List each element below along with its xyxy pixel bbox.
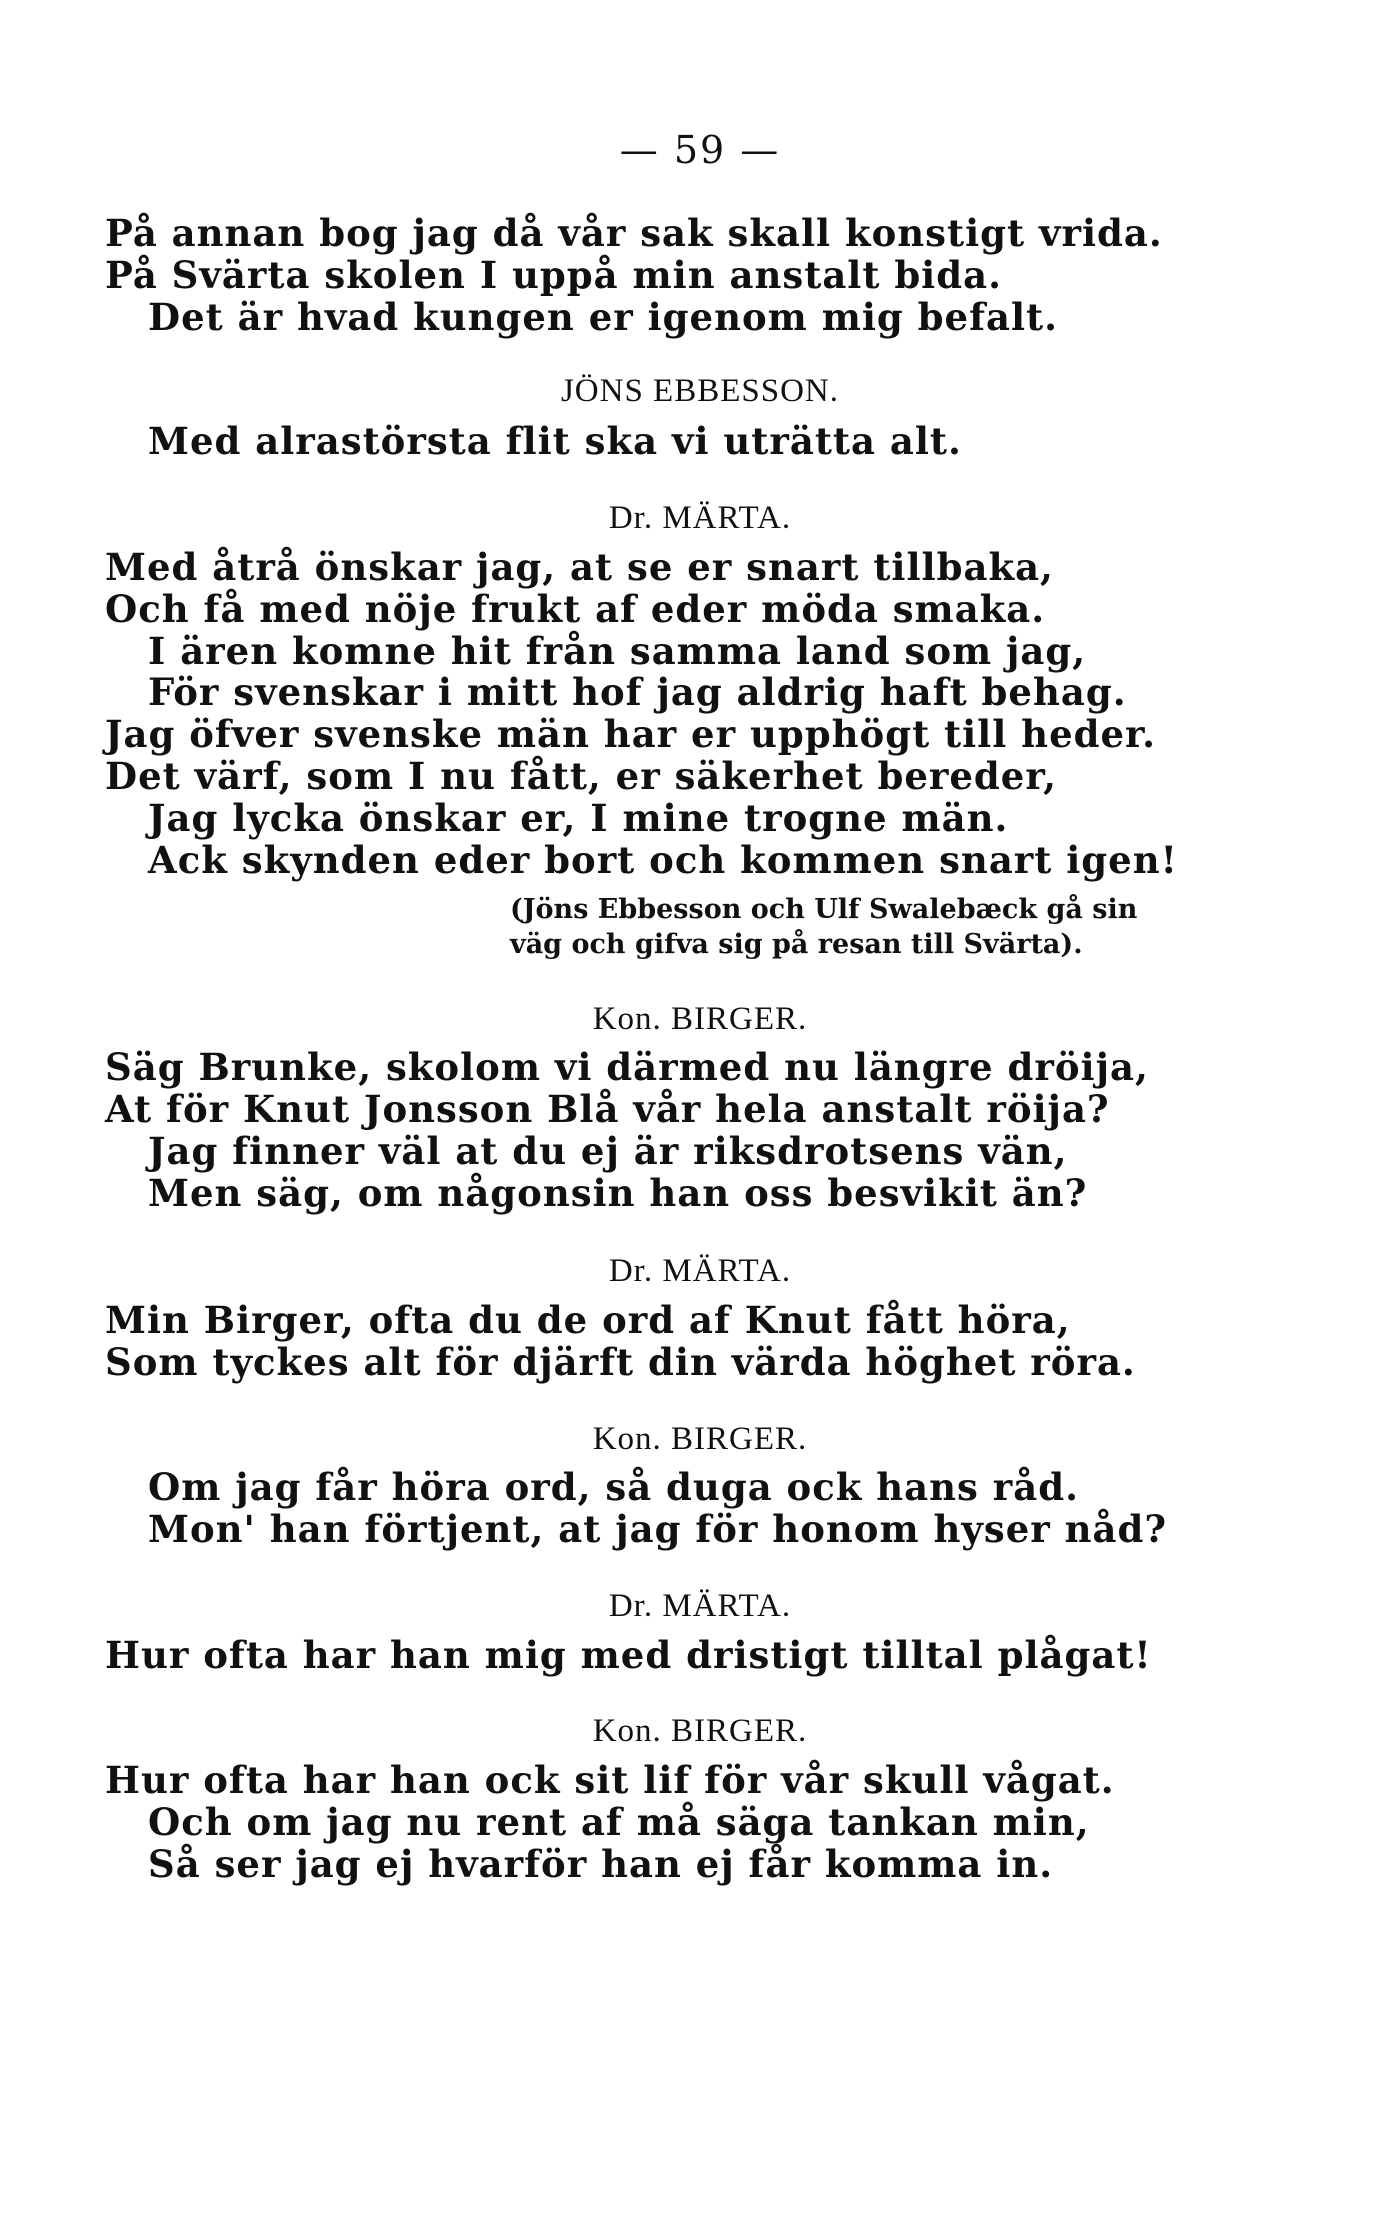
verse-line: Hur ofta har han ock sit lif för vår skull vågat. — [105, 1758, 1115, 1802]
verse-line: Säg Brunke, skolom vi därmed nu längre dröija, — [105, 1045, 1149, 1089]
verse-line: Det värf, som I nu fått, er säkerhet bereder, — [105, 754, 1058, 798]
verse-line: Hur ofta har han mig med dristigt tilltal plågat! — [105, 1633, 1152, 1677]
verse-line: Jag finner väl at du ej är riksdrotsens vän, — [148, 1129, 1068, 1173]
verse-line: At för Knut Jonsson Blå vår hela anstalt röija? — [105, 1087, 1110, 1131]
verse-line: På Svärta skolen I uppå min anstalt bida. — [105, 253, 1002, 297]
verse-line: Med åtrå önskar jag, at se er snart tillbaka, — [105, 545, 1054, 589]
verse-line: Så ser jag ej hvarför han ej får komma in. — [148, 1842, 1054, 1886]
speaker-name: Dr. MÄRTA. — [608, 1253, 792, 1289]
stage-direction: väg och gifva sig på resan till Svärta). — [510, 929, 1083, 960]
stage-direction: (Jöns Ebbesson och Ulf Swalebæck gå sin — [510, 894, 1138, 925]
verse-line: För svenskar i mitt hof jag aldrig haft behag. — [148, 670, 1127, 714]
verse-line: Min Birger, ofta du de ord af Knut fått höra, — [105, 1298, 1071, 1342]
verse-line: Med alrastörsta flit ska vi uträtta alt. — [148, 419, 962, 463]
verse-line: Men säg, om någonsin han oss besvikit än? — [148, 1171, 1088, 1215]
speaker-name: Dr. MÄRTA. — [608, 500, 792, 536]
verse-line: På annan bog jag då vår sak skall konstigt vrida. — [105, 211, 1163, 255]
verse-line: I ären komne hit från samma land som jag, — [148, 629, 1087, 673]
verse-line: Om jag får höra ord, så duga ock hans råd. — [148, 1465, 1079, 1509]
verse-line: Jag öfver svenske män har er upphögt till heder. — [105, 712, 1157, 756]
verse-line: Och få med nöje frukt af eder möda smaka. — [105, 587, 1046, 631]
speaker-name: Kon. BIRGER. — [592, 1421, 808, 1457]
verse-line: Som tyckes alt för djärft din värda höghet röra. — [105, 1340, 1136, 1384]
speaker-name: Kon. BIRGER. — [592, 1713, 808, 1749]
verse-line: Ack skynden eder bort och kommen snart igen! — [148, 838, 1178, 882]
speaker-name: Kon. BIRGER. — [592, 1001, 808, 1037]
speaker-name: JÖNS EBBESSON. — [560, 373, 840, 409]
verse-line: Jag lycka önskar er, I mine trogne män. — [148, 796, 1009, 840]
verse-line: Mon' han förtjent, at jag för honom hyser nåd? — [148, 1507, 1168, 1551]
speaker-name: Dr. MÄRTA. — [608, 1588, 792, 1624]
verse-line: Det är hvad kungen er igenom mig befalt. — [148, 295, 1058, 339]
verse-line: Och om jag nu rent af må säga tankan min, — [148, 1800, 1090, 1844]
page-number: — 59 — — [619, 128, 781, 172]
